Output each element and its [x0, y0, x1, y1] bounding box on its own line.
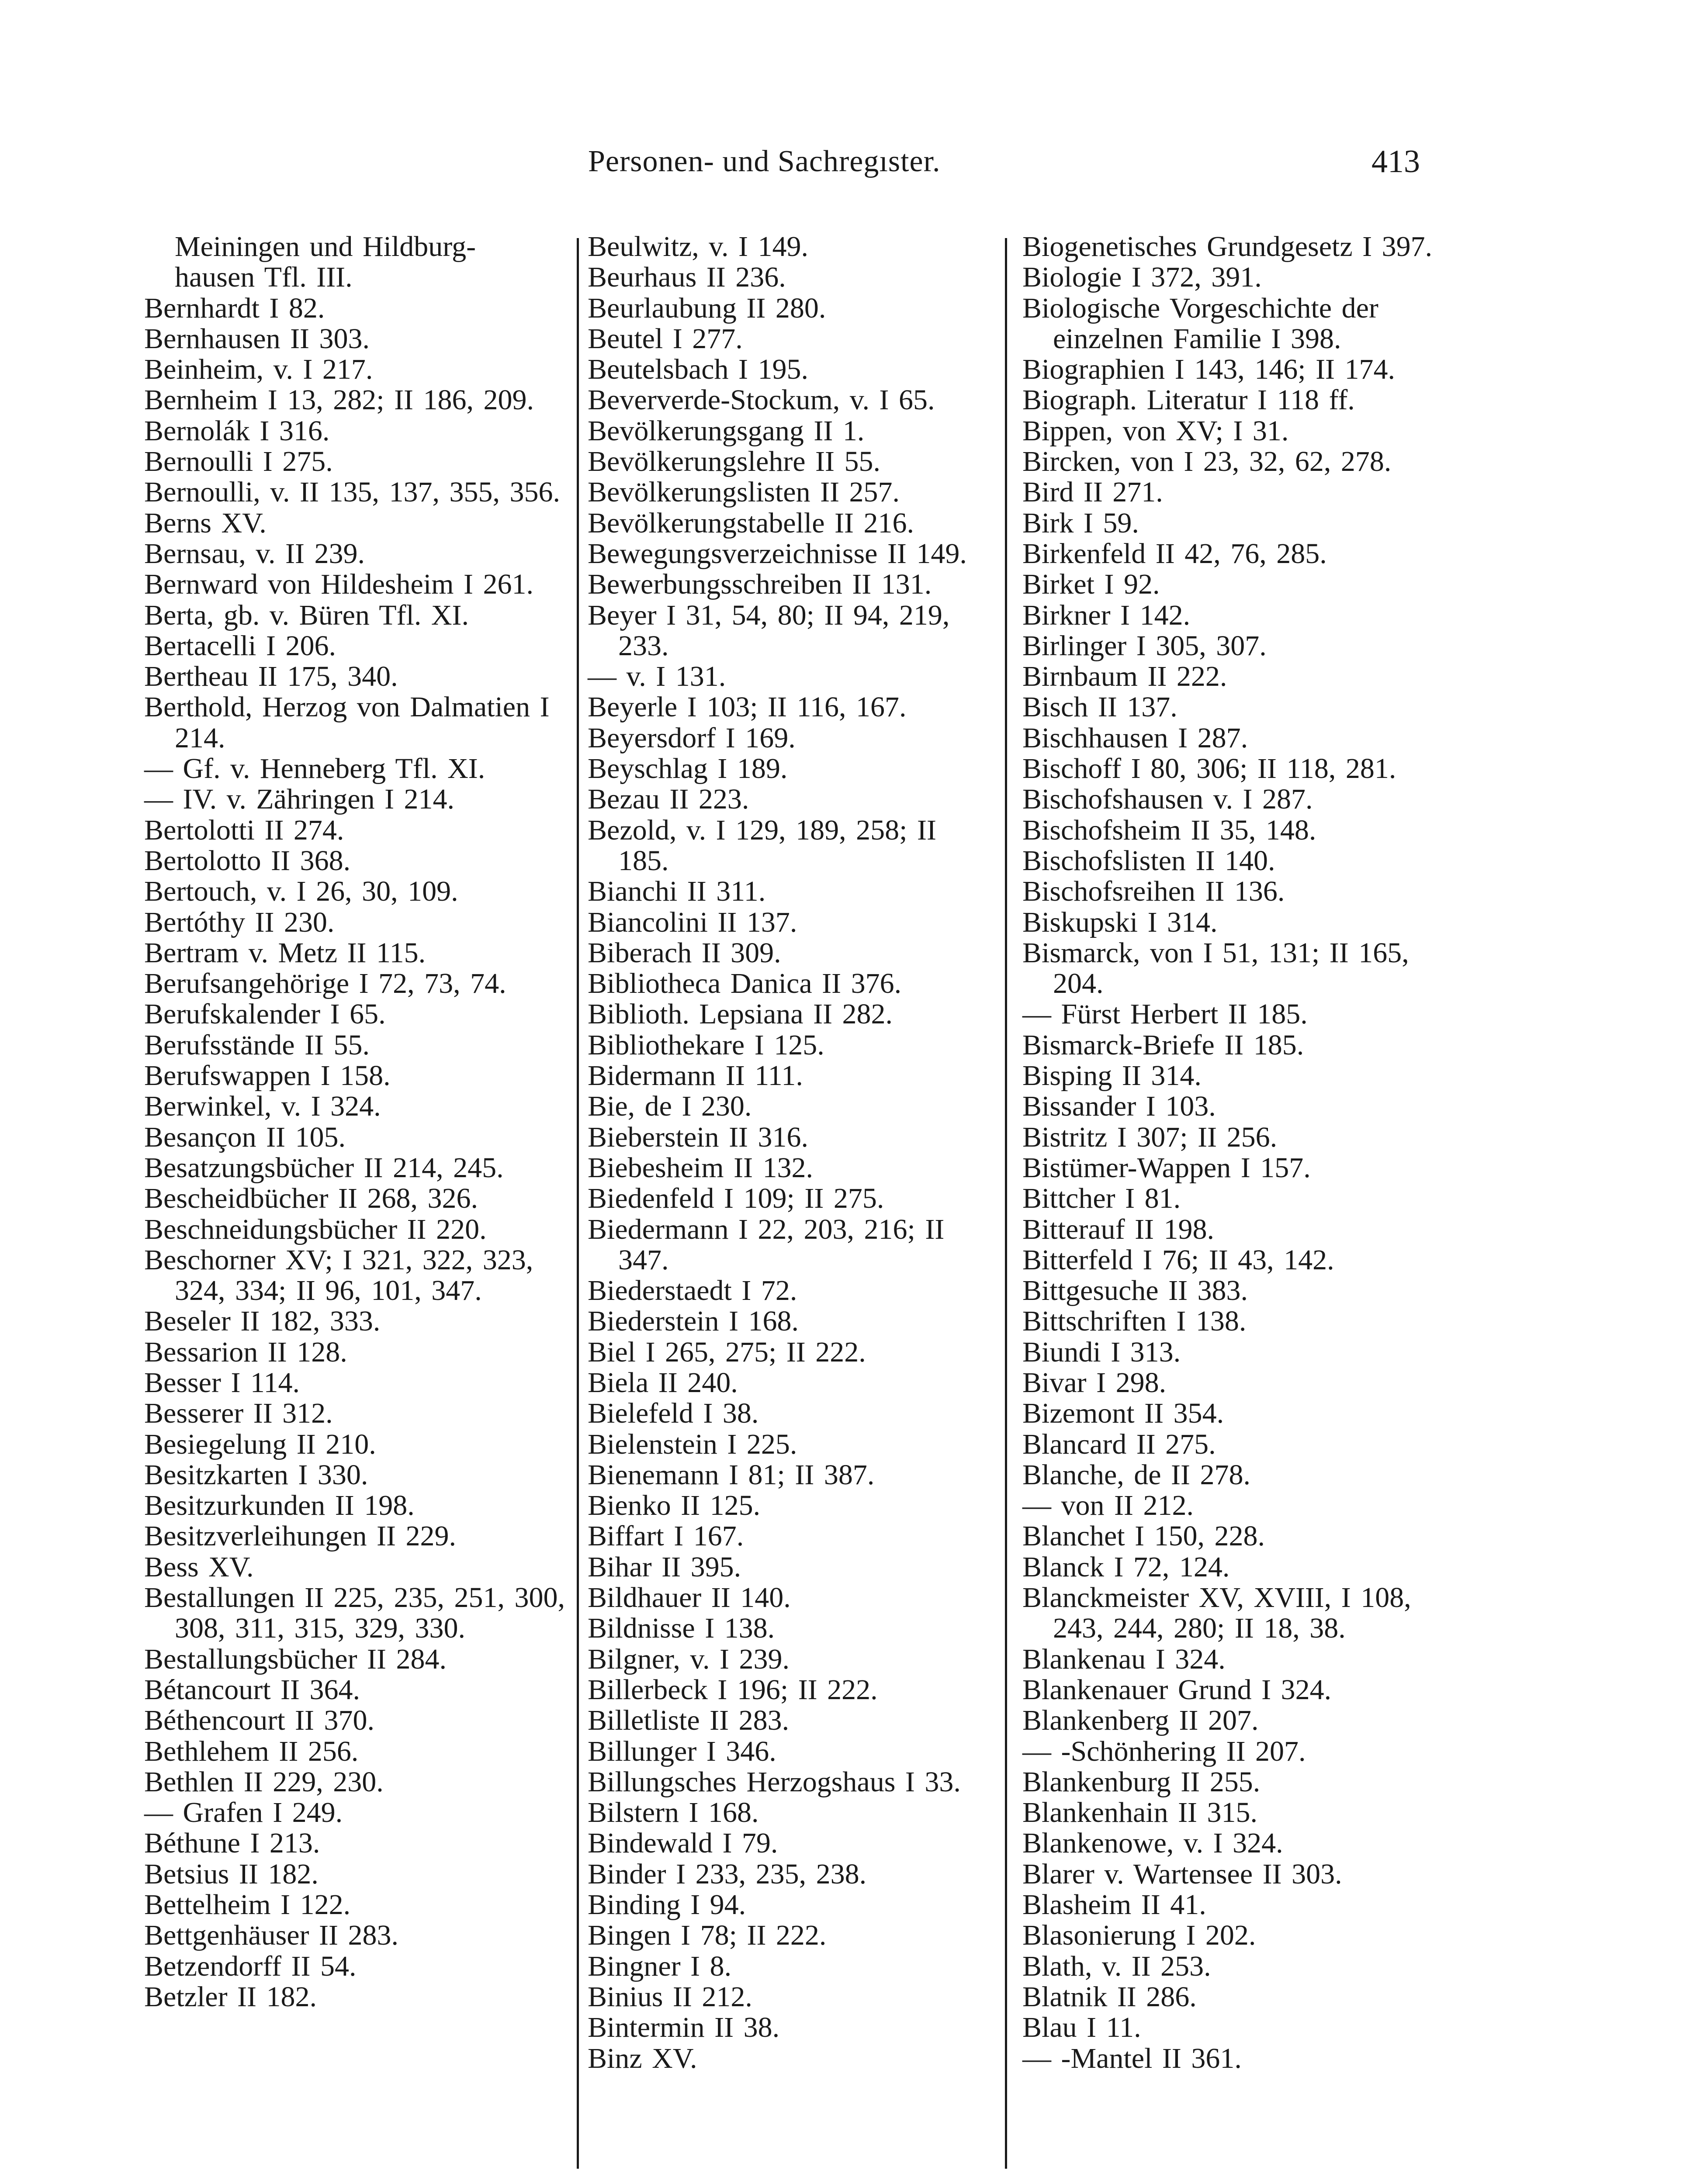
index-entry: Biel I 265, 275; II 222.	[588, 1336, 866, 1368]
index-entry: Bibliotheca Danica II 376.	[588, 968, 902, 1000]
index-entry: Bittgesuche II 383.	[1022, 1275, 1248, 1307]
page-number: 413	[1371, 144, 1420, 180]
index-entry: Beververde-Stockum, v. I 65.	[588, 384, 935, 416]
index-entry: Birk I 59.	[1022, 507, 1139, 539]
index-entry: Bevölkerungstabelle II 216.	[588, 507, 914, 539]
index-entry: Bevölkerungslisten II 257.	[588, 476, 900, 508]
index-entry: Beyschlag I 189.	[588, 753, 788, 785]
index-entry: Bernsau, v. II 239.	[144, 537, 365, 570]
index-entry: Bird II 271.	[1022, 476, 1163, 508]
index-entry: Berufskalender I 65.	[144, 998, 386, 1030]
index-entry: Bethlehem II 256.	[144, 1735, 359, 1767]
index-entry: Bildhauer II 140.	[588, 1582, 791, 1614]
index-entry: Bernward von Hildesheim I 261.	[144, 568, 533, 601]
index-entry: Berta, gb. v. Büren Tfl. XI.	[144, 599, 469, 631]
index-entry: Bisping II 314.	[1022, 1060, 1202, 1092]
index-entry: Bircken, von I 23, 32, 62, 278.	[1022, 446, 1392, 478]
index-entry: Meiningen und Hildburg-	[175, 231, 476, 263]
index-entry: Biblioth. Lepsiana II 282.	[588, 998, 893, 1030]
index-entry: Bischofshausen v. I 287.	[1022, 783, 1313, 816]
index-entry: Binding I 94.	[588, 1889, 746, 1921]
index-entry: Bissander I 103.	[1022, 1090, 1216, 1123]
index-entry: Bielenstein I 225.	[588, 1428, 797, 1460]
index-entry: Biskupski I 314.	[1022, 906, 1218, 938]
index-entry: Biberach II 309.	[588, 936, 781, 969]
index-entry: Biffart I 167.	[588, 1520, 744, 1552]
index-entry: Biologie I 372, 391.	[1022, 261, 1262, 294]
index-entry: Beinheim, v. I 217.	[144, 353, 373, 386]
index-entry: Bismarck, von I 51, 131; II 165, 204.	[1022, 936, 1409, 1000]
index-entry: Blanchet I 150, 228.	[1022, 1520, 1265, 1552]
index-entry: Bernheim I 13, 282; II 186, 209.	[144, 384, 534, 416]
index-entry: Birlinger I 305, 307.	[1022, 629, 1267, 662]
index-entry: Bestallungen II 225, 235, 251, 300, 308, 311, 315, 329, 330.	[144, 1582, 565, 1645]
index-entry: Bernhardt I 82.	[144, 292, 325, 324]
index-entry: Bewegungsverzeichnisse II 149.	[588, 537, 967, 570]
index-entry: Besitzverleihungen II 229.	[144, 1520, 456, 1552]
index-entry: Bielefeld I 38.	[588, 1397, 759, 1430]
index-entry: — Gf. v. Henneberg Tfl. XI.	[144, 753, 485, 785]
index-entry: Bibliothekare I 125.	[588, 1029, 824, 1061]
index-entry: Bilgner, v. I 239.	[588, 1643, 790, 1675]
index-entry: Béthune I 213.	[144, 1827, 320, 1859]
index-entry: Blanckmeister XV, XVIII, I 108, 243, 244, 280; II 18, 38.	[1022, 1582, 1411, 1645]
index-entry: Beschorner XV; I 321, 322, 323, 324, 334; II 96, 101, 347.	[144, 1244, 533, 1307]
index-entry: Birkner I 142.	[1022, 599, 1191, 631]
index-column-3	[1022, 232, 1453, 2074]
index-entry: Beyersdorf I 169.	[588, 722, 796, 754]
index-entry: Bethlen II 229, 230.	[144, 1766, 384, 1798]
index-entry: Birkenfeld II 42, 76, 285.	[1022, 537, 1327, 570]
index-entry: — Grafen I 249.	[144, 1797, 343, 1829]
index-entry: Betzler II 182.	[144, 1980, 317, 2013]
index-entry: Biedermann I 22, 203, 216; II 347.	[588, 1213, 945, 1276]
index-entry: Bertóthy II 230.	[144, 906, 335, 938]
index-entry: Bingen I 78; II 222.	[588, 1919, 827, 1952]
index-entry: Bétancourt II 364.	[144, 1673, 360, 1706]
index-entry: Betsius II 182.	[144, 1858, 319, 1890]
index-entry: Billunger I 346.	[588, 1735, 776, 1767]
index-entry: Blankenauer Grund I 324.	[1022, 1673, 1332, 1706]
index-entry: Bittschriften I 138.	[1022, 1305, 1247, 1337]
index-entry: Bintermin II 38.	[588, 2011, 780, 2044]
index-entry: Bienko II 125.	[588, 1489, 761, 1522]
index-entry: Biographien I 143, 146; II 174.	[1022, 353, 1396, 386]
index-entry: Blau I 11.	[1022, 2011, 1141, 2044]
index-entry: Bewerbungsschreiben II 131.	[588, 568, 932, 601]
index-entry: — -Schönhering II 207.	[1022, 1735, 1306, 1767]
index-entry: Bernolák I 316.	[144, 415, 330, 447]
index-entry: Biebesheim II 132.	[588, 1151, 814, 1184]
index-entry: Biologische Vorgeschichte der einzelnen Familie I 398.	[1022, 292, 1378, 355]
index-entry: — v. I 131.	[588, 660, 726, 693]
index-entry: Bischofslisten II 140.	[1022, 844, 1275, 877]
index-entry: Bezau II 223.	[588, 783, 749, 816]
index-entry: Bittcher I 81.	[1022, 1182, 1181, 1215]
index-entry: Biela II 240.	[588, 1366, 738, 1399]
index-entry: Berthold, Herzog von Dalmatien I 214.	[144, 691, 550, 754]
index-entry: Bismarck-Briefe II 185.	[1022, 1029, 1304, 1061]
index-entry: Berufsangehörige I 72, 73, 74.	[144, 968, 506, 1000]
index-entry: Beulwitz, v. I 149.	[588, 231, 808, 263]
index-entry: Bistümer-Wappen I 157.	[1022, 1151, 1311, 1184]
index-entry: Biederstaedt I 72.	[588, 1275, 797, 1307]
column-divider-2	[1005, 238, 1007, 2169]
index-entry: Blankenburg II 255.	[1022, 1766, 1261, 1798]
index-entry: Billerbeck I 196; II 222.	[588, 1673, 878, 1706]
index-entry: Bildnisse I 138.	[588, 1612, 775, 1645]
index-entry: Bertolotto II 368.	[144, 844, 351, 877]
index-entry: Bivar I 298.	[1022, 1366, 1167, 1399]
index-entry: Bezold, v. I 129, 189, 258; II 185.	[588, 814, 936, 877]
running-header-title: Personen- und Sachregıster.	[588, 145, 941, 178]
index-entry: hausen Tfl. III.	[175, 261, 353, 294]
index-entry: Betzendorff II 54.	[144, 1950, 357, 1982]
index-entry: Beurhaus II 236.	[588, 261, 786, 294]
index-entry: Bevölkerungslehre II 55.	[588, 446, 880, 478]
index-entry: Besançon II 105.	[144, 1121, 346, 1153]
index-entry: Biograph. Literatur I 118 ff.	[1022, 384, 1355, 416]
index-entry: Billetliste II 283.	[588, 1704, 790, 1737]
index-entry: Bienemann I 81; II 387.	[588, 1458, 875, 1491]
index-entry: Bingner I 8.	[588, 1950, 732, 1982]
index-entry: Bilstern I 168.	[588, 1797, 759, 1829]
index-entry: Bizemont II 354.	[1022, 1397, 1224, 1430]
index-entry: Biancolini II 137.	[588, 906, 797, 938]
index-entry: Bevölkerungsgang II 1.	[588, 415, 865, 447]
index-entry: Bischhausen I 287.	[1022, 722, 1248, 754]
index-entry: Berufsstände II 55.	[144, 1029, 370, 1061]
index-entry: Beutel I 277.	[588, 322, 743, 355]
index-entry: Binius II 212.	[588, 1980, 752, 2013]
index-entry: Blankenhain II 315.	[1022, 1797, 1258, 1829]
index-entry: Blanche, de II 278.	[1022, 1458, 1250, 1491]
index-entry: Bihar II 395.	[588, 1551, 741, 1583]
index-entry: Blankenowe, v. I 324.	[1022, 1827, 1283, 1859]
index-entry: Blancard II 275.	[1022, 1428, 1216, 1460]
index-entry: Besiegelung II 210.	[144, 1428, 376, 1460]
index-entry: Bernhausen II 303.	[144, 322, 370, 355]
index-entry: — -Mantel II 361.	[1022, 2042, 1242, 2074]
index-entry: Bettgenhäuser II 283.	[144, 1919, 398, 1952]
index-entry: Biogenetisches Grundgesetz I 397.	[1022, 231, 1433, 263]
index-entry: Béthencourt II 370.	[144, 1704, 375, 1737]
index-entry: Blasonierung I 202.	[1022, 1919, 1256, 1952]
index-column-1	[144, 232, 577, 2012]
index-entry: Beutelsbach I 195.	[588, 353, 809, 386]
index-entry: Binz XV.	[588, 2042, 697, 2074]
index-entry: Biederstein I 168.	[588, 1305, 799, 1337]
index-entry: Bertolotti II 274.	[144, 814, 344, 846]
index-entry: Blankenberg II 207.	[1022, 1704, 1259, 1737]
index-entry: Besatzungsbücher II 214, 245.	[144, 1151, 504, 1184]
index-entry: Blath, v. II 253.	[1022, 1950, 1211, 1982]
index-entry: Biedenfeld I 109; II 275.	[588, 1182, 884, 1215]
index-entry: Beurlaubung II 280.	[588, 292, 826, 324]
index-entry: Beschneidungsbücher II 220.	[144, 1213, 487, 1245]
index-entry: Bippen, von XV; I 31.	[1022, 415, 1289, 447]
index-entry: Beyerle I 103; II 116, 167.	[588, 691, 907, 723]
index-entry: Berufswappen I 158.	[144, 1060, 391, 1092]
index-entry: Bindewald I 79.	[588, 1827, 778, 1859]
index-entry: Bertram v. Metz II 115.	[144, 936, 426, 969]
index-entry: Bischofsheim II 35, 148.	[1022, 814, 1316, 846]
index-entry: Bistritz I 307; II 256.	[1022, 1121, 1278, 1153]
index-entry: Birnbaum II 222.	[1022, 660, 1227, 693]
column-divider-1	[577, 238, 579, 2169]
index-entry: Bisch II 137.	[1022, 691, 1177, 723]
index-entry: Bessarion II 128.	[144, 1336, 347, 1368]
index-entry: — von II 212.	[1022, 1489, 1194, 1522]
index-entry: Bischofsreihen II 136.	[1022, 875, 1285, 908]
index-entry: Bertheau II 175, 340.	[144, 660, 398, 693]
index-entry: — Fürst Herbert II 185.	[1022, 998, 1308, 1030]
index-entry: Bitterfeld I 76; II 43, 142.	[1022, 1244, 1334, 1276]
index-column-2	[588, 232, 996, 2074]
index-entry: Blatnik II 286.	[1022, 1980, 1197, 2013]
index-entry: Berns XV.	[144, 507, 267, 539]
index-entry: Bertouch, v. I 26, 30, 109.	[144, 875, 458, 908]
index-entry: Bie, de I 230.	[588, 1090, 752, 1123]
index-entry: Besserer II 312.	[144, 1397, 333, 1430]
index-entry: Bestallungsbücher II 284.	[144, 1643, 447, 1675]
index-entry: Blankenau I 324.	[1022, 1643, 1226, 1675]
index-entry: Berwinkel, v. I 324.	[144, 1090, 381, 1123]
index-entry: Birket I 92.	[1022, 568, 1160, 601]
index-entry: Blanck I 72, 124.	[1022, 1551, 1230, 1583]
index-entry: Bitterauf II 198.	[1022, 1213, 1215, 1245]
index-entry: Blasheim II 41.	[1022, 1889, 1206, 1921]
index-entry: Bieberstein II 316.	[588, 1121, 809, 1153]
index-entry: — IV. v. Zähringen I 214.	[144, 783, 455, 816]
index-entry: Bianchi II 311.	[588, 875, 766, 908]
index-entry: Beyer I 31, 54, 80; II 94, 219, 233.	[588, 599, 950, 662]
index-entry: Billungsches Herzogshaus I 33.	[588, 1766, 961, 1798]
index-entry: Bernoulli, v. II 135, 137, 355, 356.	[144, 476, 560, 508]
index-entry: Bettelheim I 122.	[144, 1889, 351, 1921]
index-entry: Besitzkarten I 330.	[144, 1458, 368, 1491]
index-entry: Bidermann II 111.	[588, 1060, 803, 1092]
index-entry: Bescheidbücher II 268, 326.	[144, 1182, 478, 1215]
index-entry: Besser I 114.	[144, 1366, 300, 1399]
index-entry: Bischoff I 80, 306; II 118, 281.	[1022, 753, 1396, 785]
index-entry: Bernoulli I 275.	[144, 446, 333, 478]
index-entry: Biundi I 313.	[1022, 1336, 1181, 1368]
index-entry: Binder I 233, 235, 238.	[588, 1858, 867, 1890]
index-entry: Besitzurkunden II 198.	[144, 1489, 415, 1522]
index-entry: Blarer v. Wartensee II 303.	[1022, 1858, 1342, 1890]
index-entry: Bertacelli I 206.	[144, 629, 336, 662]
index-entry: Beseler II 182, 333.	[144, 1305, 381, 1337]
index-entry: Bess XV.	[144, 1551, 254, 1583]
